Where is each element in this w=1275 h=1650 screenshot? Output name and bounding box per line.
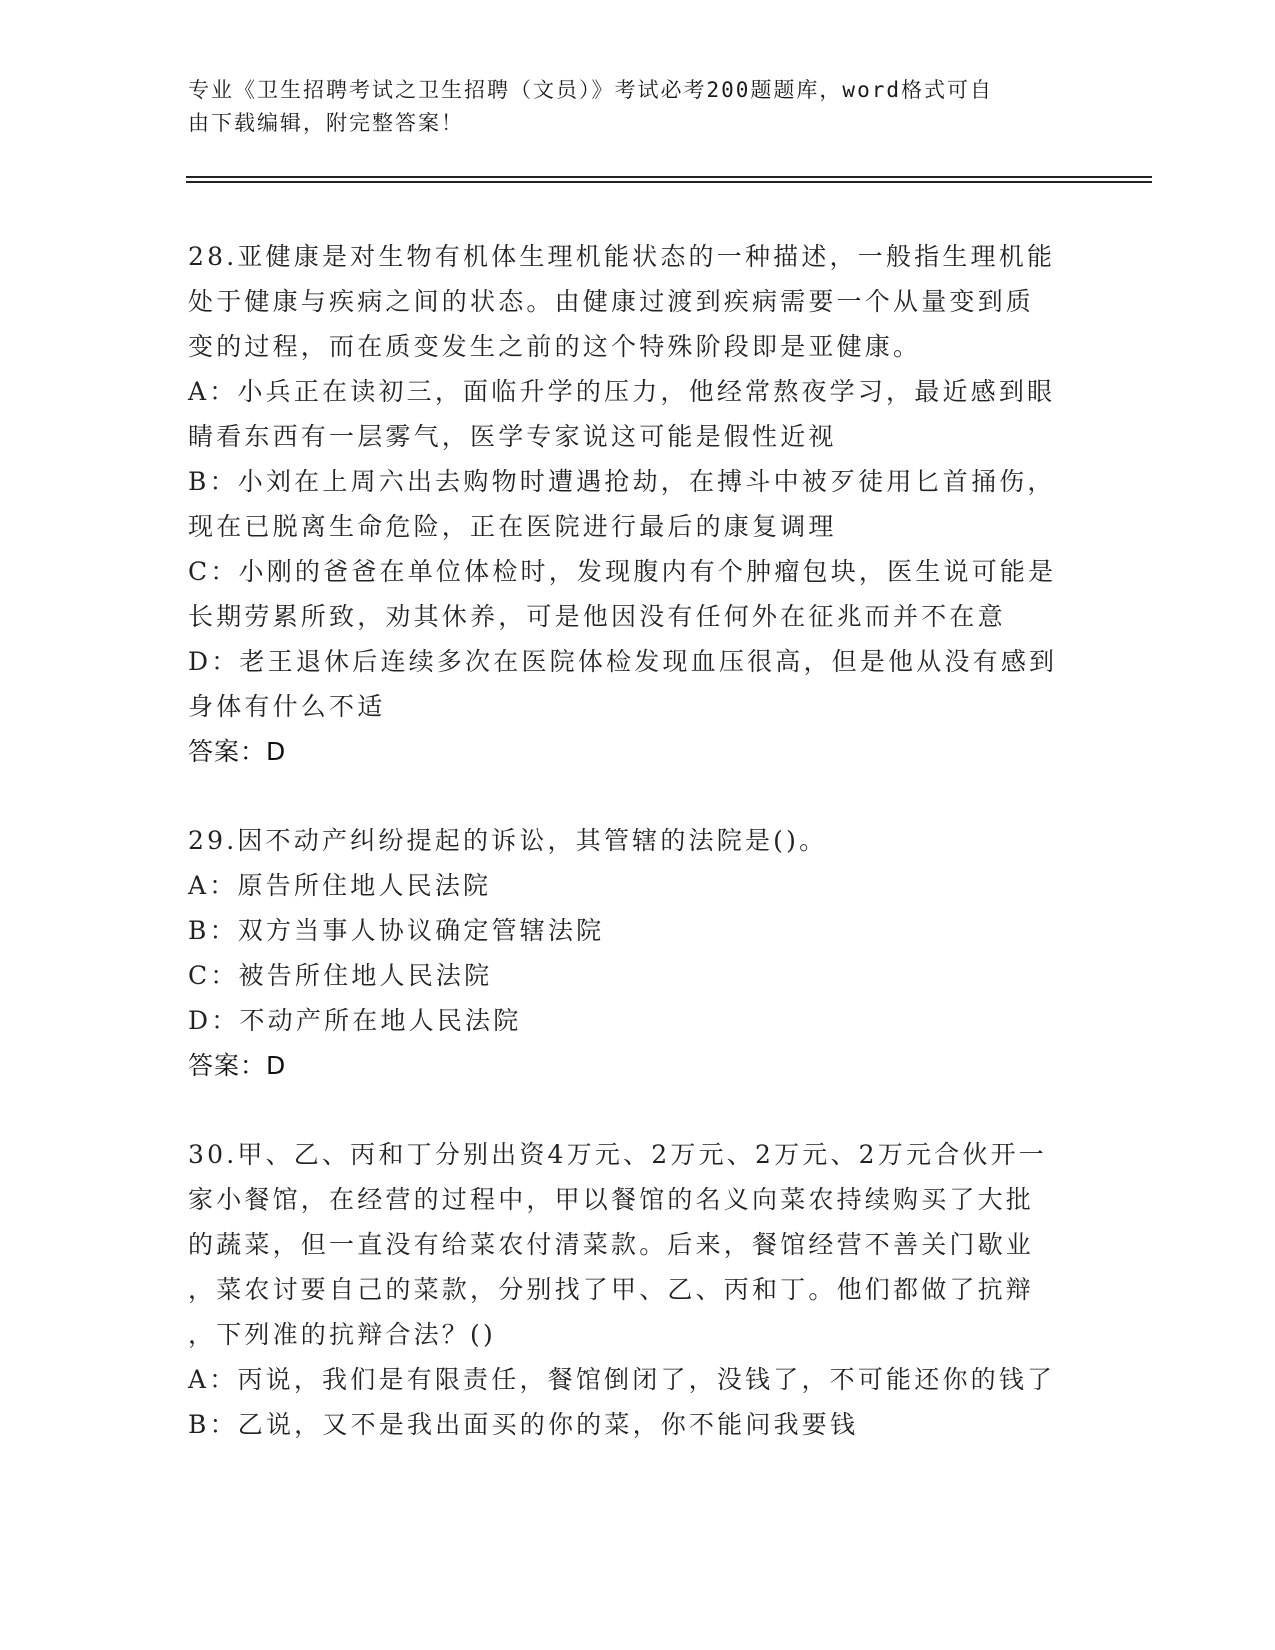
option-b-line: B：乙说，又不是我出面买的你的菜，你不能问我要钱 bbox=[188, 1410, 859, 1439]
option-a-line: A：小兵正在读初三，面临升学的压力，他经常熬夜学习，最近感到眼 bbox=[188, 377, 1056, 406]
question-text-line: 的蔬菜，但一直没有给菜农付清菜款。后来，餐馆经营不善关门歇业 bbox=[188, 1230, 1035, 1259]
question-text-line: ，菜农讨要自己的菜款，分别找了甲、乙、丙和丁。他们都做了抗辩 bbox=[188, 1275, 1035, 1304]
option-c-line: 长期劳累所致，劝其休养，可是他因没有任何外在征兆而并不在意 bbox=[188, 602, 1006, 631]
question-29 bbox=[188, 818, 1088, 1088]
document-header bbox=[188, 74, 1068, 140]
header-line: 专业《卫生招聘考试之卫生招聘（文员）》考试必考200题题库，word格式可自 bbox=[188, 78, 993, 102]
header-divider-top bbox=[186, 176, 1152, 178]
question-text-line: 29.因不动产纠纷提起的诉讼，其管辖的法院是()。 bbox=[188, 826, 828, 855]
option-a-line: A：丙说，我们是有限责任，餐馆倒闭了，没钱了，不可能还你的钱了 bbox=[188, 1365, 1056, 1394]
option-c-line: C：小刚的爸爸在单位体检时，发现腹内有个肿瘤包块，医生说可能是 bbox=[188, 557, 1057, 586]
question-text-line: 变的过程，而在质变发生之前的这个特殊阶段即是亚健康。 bbox=[188, 332, 922, 361]
option-b-line: 现在已脱离生命危险，正在医院进行最后的康复调理 bbox=[188, 512, 837, 541]
option-d-line: 身体有什么不适 bbox=[188, 692, 386, 721]
question-28 bbox=[188, 234, 1088, 774]
header-line: 由下载编辑，附完整答案！ bbox=[188, 111, 464, 135]
option-b-line: B：双方当事人协议确定管辖法院 bbox=[188, 916, 605, 945]
option-d-line: D：不动产所在地人民法院 bbox=[188, 1006, 522, 1035]
question-text-line: 30.甲、乙、丙和丁分别出资4万元、2万元、2万元、2万元合伙开一 bbox=[188, 1140, 1047, 1169]
header-divider-bottom bbox=[186, 181, 1152, 183]
option-a-line: 睛看东西有一层雾气，医学专家说这可能是假性近视 bbox=[188, 422, 837, 451]
question-text-line: 处于健康与疾病之间的状态。由健康过渡到疾病需要一个从量变到质 bbox=[188, 287, 1035, 316]
option-b-line: B：小刘在上周六出去购物时遭遇抢劫，在搏斗中被歹徒用匕首捅伤， bbox=[188, 467, 1056, 496]
option-d-line: D：老王退休后连续多次在医院体检发现血压很高，但是他从没有感到 bbox=[188, 647, 1058, 676]
question-text-line: 家小餐馆，在经营的过程中，甲以餐馆的名义向菜农持续购买了大批 bbox=[188, 1185, 1035, 1214]
question-30 bbox=[188, 1132, 1088, 1447]
question-text-line: 28.亚健康是对生物有机体生理机能状态的一种描述，一般指生理机能 bbox=[188, 242, 1056, 271]
answer-label: 答案：D bbox=[188, 1051, 287, 1080]
option-a-line: A：原告所住地人民法院 bbox=[188, 871, 492, 900]
answer-label: 答案：D bbox=[188, 737, 287, 766]
question-text-line: ，下列准的抗辩合法？() bbox=[188, 1320, 496, 1349]
question-list bbox=[188, 234, 1088, 1491]
option-c-line: C：被告所住地人民法院 bbox=[188, 961, 493, 990]
